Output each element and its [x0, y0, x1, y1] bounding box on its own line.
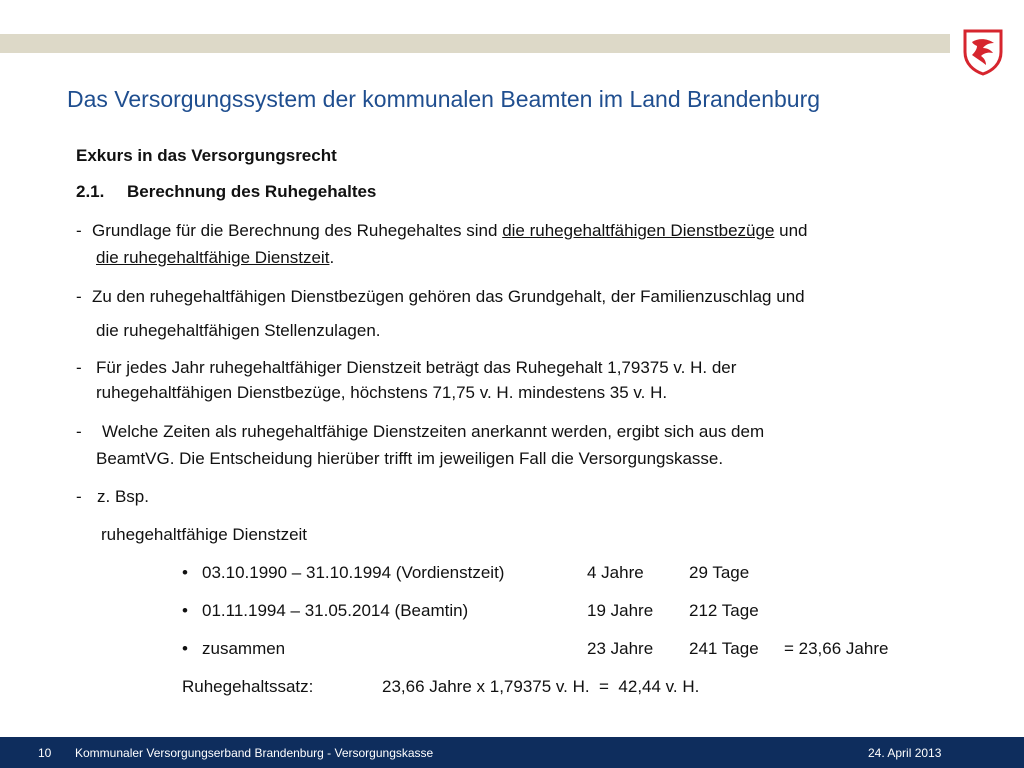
row-1-years: 4 Jahre [587, 563, 644, 582]
paragraph-1-line-2 [96, 248, 334, 268]
row-1-period: 03.10.1990 – 31.10.1994 (Vordienstzeit) [202, 563, 505, 582]
row-3-period: zusammen [202, 639, 286, 658]
row-2-period: 01.11.1994 – 31.05.2014 (Beamtin) [202, 601, 469, 620]
dash-2: - [76, 287, 82, 306]
footer-bar [0, 737, 1024, 768]
row-3-days: 241 Tage [689, 639, 759, 658]
paragraph-1-underlined-2: die ruhegehaltfähige Dienstzeit [96, 248, 330, 267]
paragraph-4-line-1: Welche Zeiten als ruhegehaltfähige Dienstzeiten anerkannt werden, ergibt sich aus dem [102, 422, 765, 441]
eagle-shield-icon [962, 28, 1004, 76]
footer-organization: Kommunaler Versorgungserband Brandenburg - Versorgungskasse [75, 746, 434, 760]
paragraph-1-text: Grundlage für die Berechnung des Ruhegehaltes sind [92, 221, 498, 240]
bullet-1: • [182, 563, 188, 582]
paragraph-2-line-1: Zu den ruhegehaltfähigen Dienstbezügen gehören das Grundgehalt, der Familienzuschlag und [92, 287, 805, 306]
paragraph-1-underlined-1: die ruhegehaltfähigen Dienstbezüge [502, 221, 775, 240]
paragraph-1-join: und [779, 221, 808, 240]
bullet-2: • [182, 601, 188, 620]
top-decor-band [0, 34, 950, 53]
rate-value: 23,66 Jahre x 1,79375 v. H. = 42,44 v. H. [382, 677, 700, 696]
row-1-days: 29 Tage [689, 563, 750, 582]
dash-3: - [76, 358, 82, 377]
paragraph-1-line-1 [92, 221, 808, 241]
paragraph-1-end: . [329, 248, 335, 267]
dash-5: - [76, 487, 82, 506]
slide-title: Das Versorgungssystem der kommunalen Beamten im Land Brandenburg [67, 86, 821, 112]
page-number: 10 [38, 746, 52, 760]
row-3-total: = 23,66 Jahre [784, 639, 889, 658]
dash-1: - [76, 221, 82, 240]
paragraph-3-line-2: ruhegehaltfähigen Dienstbezüge, höchstens 71,75 v. H. mindestens 35 v. H. [96, 383, 668, 402]
dash-4: - [76, 422, 82, 441]
row-2-years: 19 Jahre [587, 601, 654, 620]
example-label: ruhegehaltfähige Dienstzeit [101, 525, 308, 544]
bullet-3: • [182, 639, 188, 658]
paragraph-5: z. Bsp. [97, 487, 149, 506]
footer-date: 24. April 2013 [868, 746, 942, 760]
rate-label: Ruhegehaltssatz: [182, 677, 314, 696]
heading: Exkurs in das Versorgungsrecht [76, 146, 337, 165]
row-2-days: 212 Tage [689, 601, 759, 620]
row-3-years: 23 Jahre [587, 639, 654, 658]
section-title: Berechnung des Ruhegehaltes [127, 182, 377, 201]
paragraph-4-line-2: BeamtVG. Die Entscheidung hierüber trifft im jeweiligen Fall die Versorgungskasse. [96, 449, 724, 468]
paragraph-2-line-2: die ruhegehaltfähigen Stellenzulagen. [96, 321, 381, 340]
paragraph-3-line-1: Für jedes Jahr ruhegehaltfähiger Dienstzeit beträgt das Ruhegehalt 1,79375 v. H. der [96, 358, 737, 377]
section-number: 2.1. [76, 182, 105, 201]
